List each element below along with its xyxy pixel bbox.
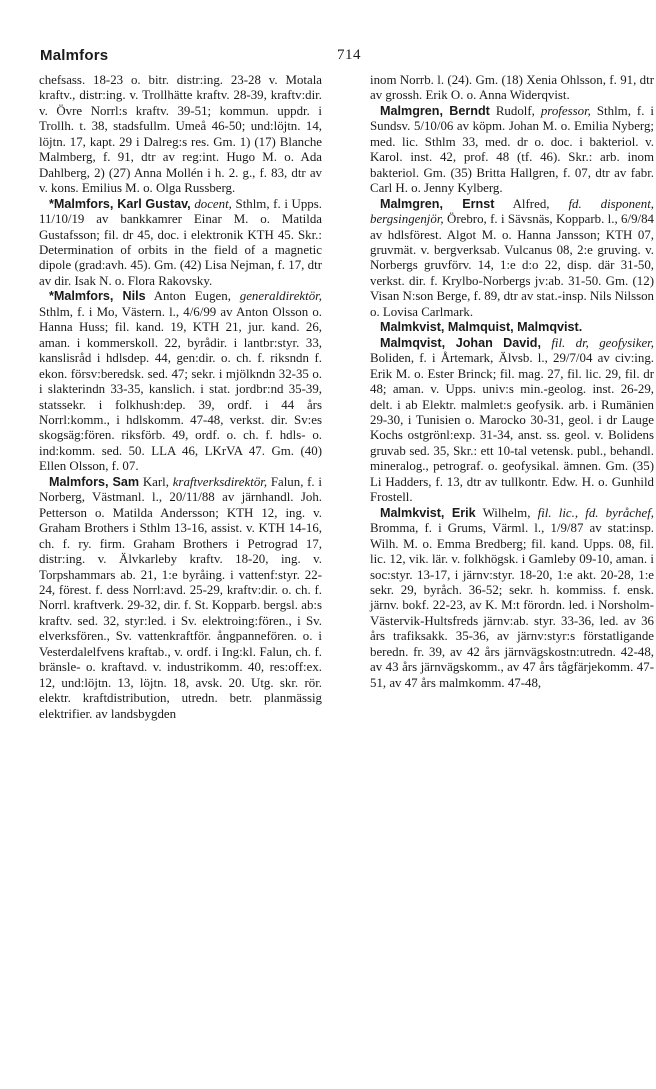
right-column [370,73,654,691]
entry-text: Sthlm, f. i Mo, Västern. l., 4/6/99 av Anton Olsson o. Hanna Huss; fil. kand. 19, KTH 21, jur. kand. 26, aman. i kommerskoll. 22, byrådir. i lantbr:styr. 33, kanslisråd i hdlsdep. 44, gen:dir. o. ch. f. riksndn f. ekon. försv:beredsk. sed. 47; sekr. i mjölkndn 32-35 o. i slakterindn 33-35, kanslich. i stat. jordbr:nd 35-39, statssekr. i folkhush:dep. 39, ordf. i 44 års Norrl:komm., i hdlskomm. 47-48, verkst. dir. Sv:es skogsäg:fören. riksförb. 49, ordf. o. ch. f. hdls- o. ind:komm. sed. 50. LLA 46, LKrVA 47. Gm. (40) Ellen Olsson, f. 07. [39,304,322,474]
entry-name: Malmqvist, Johan [380,335,493,350]
entry-title: fil. lic., fd. byråchef, [537,505,654,520]
entry-name: Malmgren, Ernst [380,196,495,211]
entry-continuation [39,73,322,197]
entry-title: fd. disponent, bergsingenjör, [370,196,654,227]
entry-malmqvist-johan-david [370,336,654,506]
entry-first-name: Wilhelm, [482,505,531,520]
entry-text: chefsass. 18-23 o. bitr. distr:ing. 23-28 v. Motala kraftv., distr:ing. v. Trollhätte kraftv. 28-39, kraftv:dir. v. Övre Norrl:s kraftv. 39-51; kommun. uppdr. i Trollh. t. 38, stadsfullm. Umeå 46-50; und:löjtn. 14, löjtn. 17, kapt. 29 i Dalreg:s res. Gm. 1) (17) Blanche Malmberg, f. 91, dtr av reg:int. Hugo M. o. Ada Dahlberg, 2) (27) Anna Mollén i h. 2. g., f. 83, dtr av v. kons. Emilius M. o. Olga Russberg. [39,73,322,196]
entry-malmgren-berndt [370,104,654,197]
entry-text: Sthlm, f. i Upps. 11/10/19 av bankkamrer Einar M. o. Matilda Gustafsson; fil. dr 45, doc. i elektronik KTH 45. Skr.: Determination of orbits in the field of a magnetic dipole (grad:avh. 45). Gm. (42) Lisa Nejman, f. 17, dtr av dir. Isak N. o. Flora Rakovsky. [39,196,322,288]
entry-name: Malmkvist, Erik [380,505,476,520]
entry-text: Boliden, f. i Årtemark, Älvsb. l., 29/7/04 av civ:ing. Erik M. o. Ester Brinck; fil. mag. 27, fil. lic. 29, fil. dr 48; aman. v. Upps. univ:s min.-geolog. inst. 26-29, delt. i ab Elektr. malmlet:s geofysik. arb. i Rumänien 29-30, i Tunisien o. Marocko 30-31, geol. i dr Lauge Kochs ostgrönl:exp. 31-34, anst. ss. geol. v. Bolidens gruvab sed. 35, Skr.: ett 10-tal vetensk. publ., behandl. mineralog., petrograf. o. geofysikal. ämnen. Gm. (35) Li Hadders, f. 13, dtr av tullkontr. Edw. H. o. Gunhild Frostell. [370,351,654,505]
entry-first-name: Alfred, [512,196,550,211]
entry-title: fil. dr, geofysiker, [551,335,654,350]
cross-reference [370,320,654,335]
entry-title: kraftverksdirektör, [172,474,268,489]
entry-title: generaldirektör, [239,289,322,304]
entry-malmkvist-erik [370,506,654,691]
entry-title: professor, [540,103,591,118]
entry-malmgren-ernst [370,197,654,321]
left-column [39,73,322,722]
entry-first-name: Karl, [142,474,169,489]
entry-name: Malmfors, Sam [49,474,140,489]
entry-first-name: Anton Eugen, [153,289,231,304]
entry-malmfors-sam-karl [39,475,322,722]
cross-reference-names: Malmkvist, Malmquist, Malmqvist. [380,320,583,335]
entry-malmfors-nils-anton [39,289,322,474]
entry-malmfors-karl-gustav [39,197,322,290]
entry-name: *Malmfors, Karl [49,196,142,211]
entry-text: Falun, f. i Norberg, Västmanl. l., 20/11/88 av järnhandl. Joh. Petterson o. Matilda Andersson; KTH 12, ing. v. Graham Brothers i Sthlm 13-16, assist. v. KTH 14-16, ch. f. ry. firm. Graham Brothers i Petrograd 17, distr:ing. v. Älvkarleby kraftv. 18-20, ing. v. Torpshammars ab. 21, 1:e byråing. i vattenf:styr. 22-24, förest. f. dess Norrl:avd. 25-29, kraftv:dir. o. ch. f. Norrl. kraftverk. 29-32, dir. f. St. Kopparb. bergsl. ab:s kraftv. sed. 32, styr:led. i Sv. elektroing:fören., i Sv. elverksfören., Sv. vattenkraftför. ångpannefören. o. i Vesterdalelfvens kraftab., v. ordf. i Ing:kl. Falun, ch. f. bränsle- o. kraftavd. v. industrikomm. 40, res:off:ex. 12, und:löjtn. 13, löjtn. 18, avsk. 20. Utg. skr. rör. elektr. kraftdistribution, utredn. betr. planmässig elektrifier. av landsbygden [39,474,322,721]
entry-name: Malmgren, Berndt [380,103,490,118]
entry-first-name: Gustav, [145,196,191,211]
entry-text: inom Norrb. l. (24). Gm. (18) Xenia Ohlsson, f. 91, dtr av grossh. Erik O. o. Anna Widerqvist. [370,73,654,103]
entry-name: *Malmfors, Nils [49,289,146,304]
entry-text: Örebro, f. i Sävsnäs, Kopparb. l., 6/9/84 av hdlsförest. Algot M. o. Hanna Jansson; KTH 07, gruvmät. v. bergverksab. Vulcanus 08, 2:e gruving. v. Norbergs gruvförv. 14, 1:e d:o 22, disp. där 31-50, verkst. dir. f. Krylbo-Norbergs jv:ab. 31-50. Gm. (12) Visan N:son Berge, f. 89, dtr av stat.-insp. Nils Nilsson o. Lovisa Carlmark. [370,212,654,319]
entry-text: Bromma, f. i Grums, Värml. l., 1/9/87 av stat:insp. Wilh. M. o. Emma Bredberg; fil. kand. Upps. 08, fil. lic. 12, vik. lär. v. folkhögsk. i Gamleby 09-10, aman. i soc:styr. 13-17, i järnv:styr. 18-20, 1:e akt. 20-28, 1:e sekr. 29, byråch. 36-52; sekr. h. kommiss. f. ensk. järnv. bokf. 22-23, av K. M:t förordn. led. i Norsholm-Västervik-Hultsfreds järnv:ab. styr. 33-36, led. av 36 års trafiksakk. 35-36, av järnv:styr:s förstatligande beredn. fr. 39, av 42 års järnvägskostn:utredn. 42-48, av 43 års järnvägskomm., av 47 års tågfärjekomm. 47-51, av 47 års malmkomm. 47-48, [370,521,654,690]
entry-first-name: Rudolf, [495,103,535,118]
entry-title: docent, [194,196,232,211]
running-head-surname: Malmfors [40,47,109,64]
entry-text: Sthlm, f. i Sundsv. 5/10/06 av köpm. Johan M. o. Emilia Nyberg; med. lic. Sthlm 33, med. dr o. doc. i bakteriol. v. Karol. inst. 42, prof. 48 (tf. 46). Skr.: arb. inom bakteriol. Gm. (35) Britta Hallgren, f. 07, dtr av fabr. Carl H. o. Jenny Kylberg. [370,103,654,196]
entry-first-name: David, [503,335,541,350]
entry-continuation [370,73,654,104]
page-number: 714 [337,47,361,63]
